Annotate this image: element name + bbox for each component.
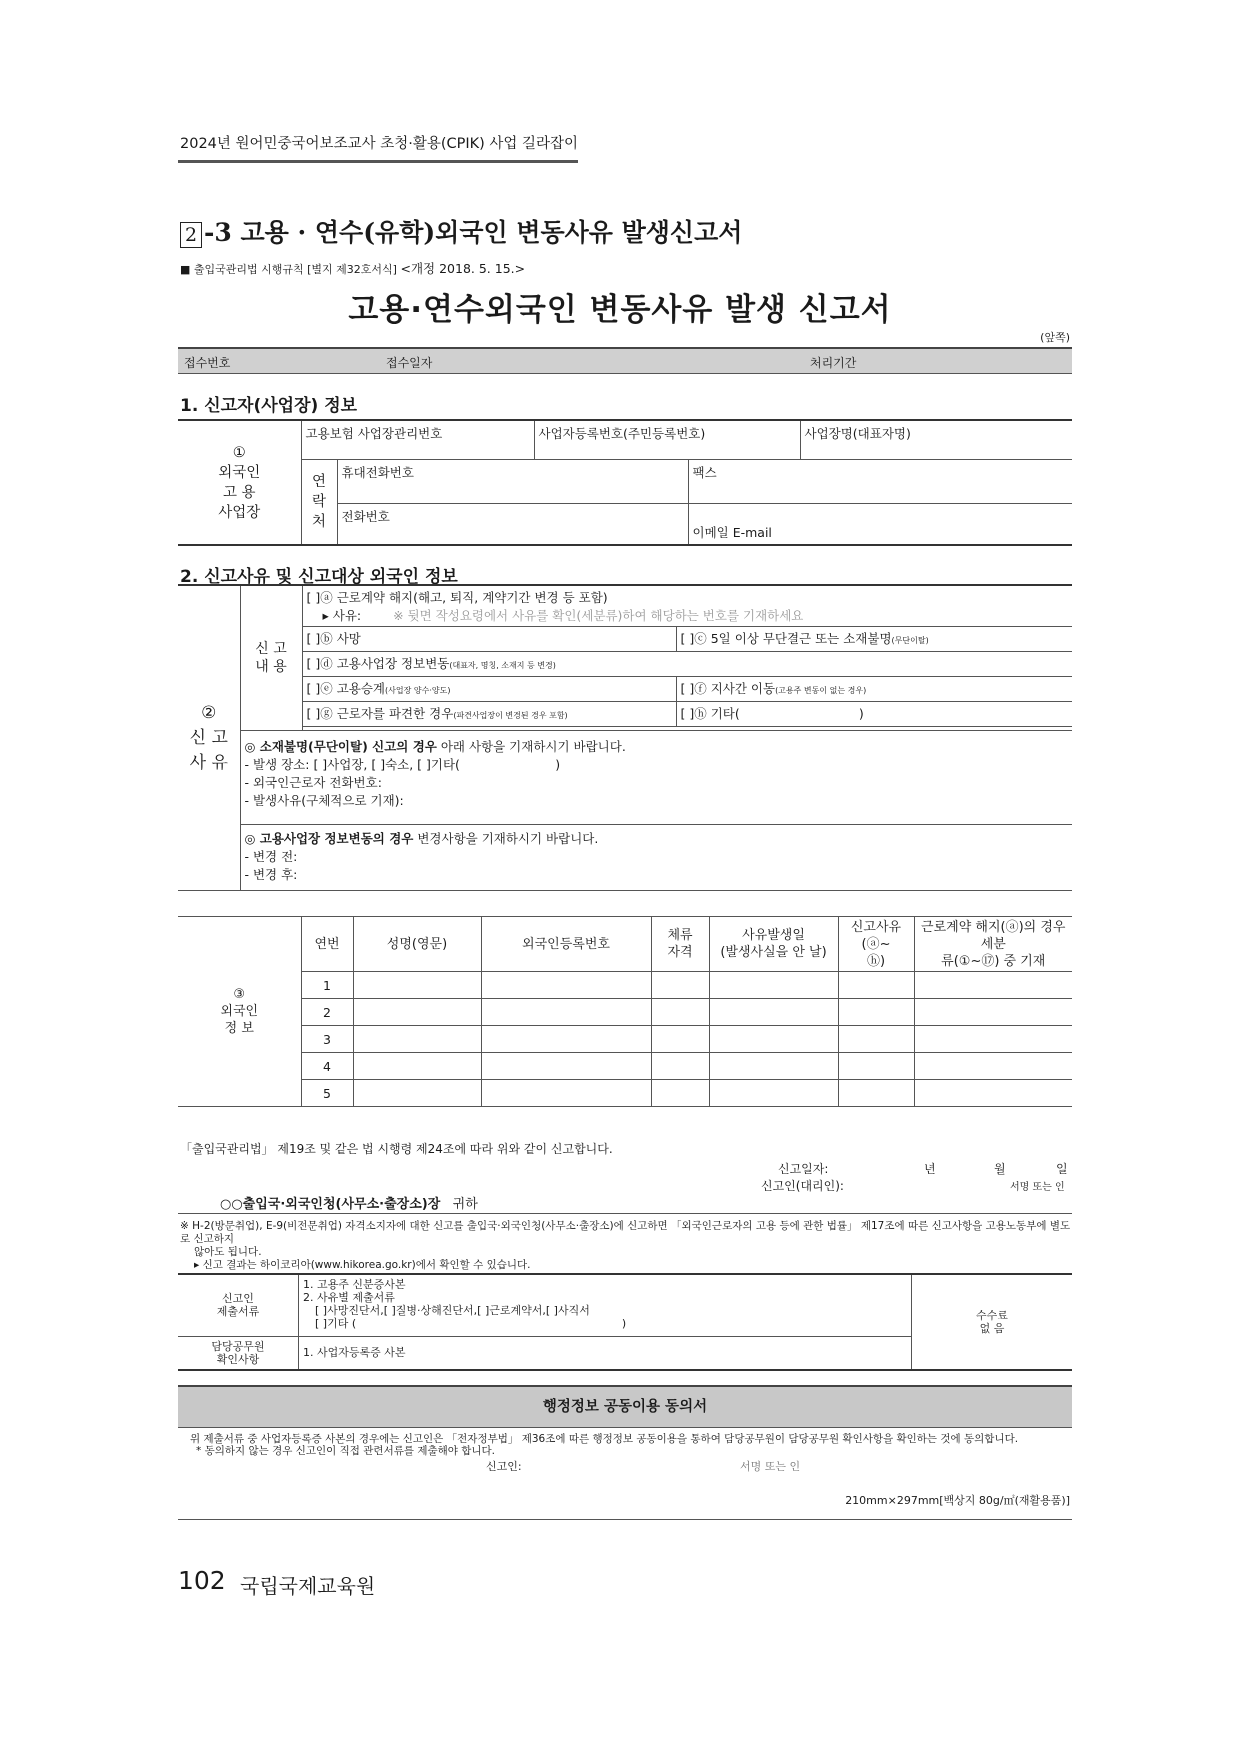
change-before-line[interactable]: - 변경 전:: [244, 849, 298, 864]
subclass-cell[interactable]: [914, 972, 1072, 999]
submit-item[interactable]: [ ]기타 ( ): [315, 1317, 627, 1330]
verify-docs-label: 담당공무원 확인사항: [178, 1336, 299, 1370]
col-header-subclass: 근로계약 해지(ⓐ)의 경우 세분 류(①~⑰) 중 기재: [914, 917, 1072, 972]
note-1: ※ H-2(방문취업), E-9(비전문취업) 자격소지자에 대한 신고를 출입국·외국인청(사무소·출장소)에 신고하면 「외국인근로자의 고용 등에 관한 법률」 제17조에 따른 신고사항을 고용노동부에 별도로 신고하지: [180, 1220, 1071, 1245]
content-line: 내 용: [255, 659, 287, 675]
addressee: [220, 1193, 478, 1212]
row-number: 4: [301, 1053, 353, 1080]
missing-place-line[interactable]: - 발생 장소: [ ]사업장, [ ]숙소, [ ]기타( ): [244, 757, 561, 772]
report-date-label: 신고일자:: [778, 1162, 829, 1176]
phone-field[interactable]: 전화번호: [337, 503, 688, 545]
reason-g-label: [ ]ⓖ 근로자를 파견한 경우: [306, 706, 454, 721]
reason-c-checkbox[interactable]: [676, 627, 1072, 652]
submit-item: 2. 사유별 제출서류: [303, 1291, 395, 1304]
verify-docs-list: 1. 사업자등록증 사본: [299, 1336, 912, 1370]
reason-d-label: [ ]ⓓ 고용사업장 정보변동: [306, 656, 450, 671]
documents-table: [178, 1273, 1072, 1371]
row-number: 3: [301, 1026, 353, 1053]
reason-d-note: (대표자, 명칭, 소재지 등 변경): [449, 661, 556, 670]
workplace-label: [178, 420, 301, 545]
form-title: 고용·연수외국인 변동사유 발생 신고서: [348, 292, 892, 328]
reception-date: 접수일자: [386, 356, 433, 370]
law-reference: [180, 259, 525, 277]
name-cell[interactable]: [353, 999, 481, 1026]
addressee-office: ○○출입국·외국인청(사무소·출장소)장: [220, 1197, 441, 1212]
subclass-cell[interactable]: [914, 1053, 1072, 1080]
reason-a-checkbox[interactable]: [ ]ⓐ 근로계약 해지(해고, 퇴직, 계약기간 변경 등 포함): [306, 590, 608, 605]
subclass-cell[interactable]: [914, 1026, 1072, 1053]
reason-a-cell[interactable]: [302, 585, 1072, 627]
processing-period: 처리기간: [810, 356, 857, 370]
foreigner-info-table: [178, 916, 1072, 1107]
report-content-label: [240, 585, 302, 731]
change-head-rest: 변경사항을 기재하시기 바랍니다.: [413, 831, 599, 846]
consent-text: [190, 1433, 1070, 1457]
reg-no-cell[interactable]: [481, 1080, 651, 1107]
reason-c-note: (무단이탈): [891, 636, 929, 645]
missing-reason-line[interactable]: - 발생사유(구체적으로 기재):: [244, 793, 404, 808]
col-header-no: 연번: [301, 917, 353, 972]
reason-f-note: (고용주 변동이 없는 경우): [775, 686, 867, 695]
fee-cell: 수수료 없 음: [912, 1274, 1073, 1370]
section-title-text: 고용 · 연수(유학)외국인 변동사유 발생신고서: [240, 218, 743, 247]
consent-line-1: 위 제출서류 중 사업자등록증 사본의 경우에는 신고인은 「전자정부법」 제36조에 따른 행정정보 공동이용을 통하여 담당공무원이 담당공무원 확인사항을 확인하는 것에 동의합니다.: [190, 1433, 1019, 1445]
note-1b: 않아도 됩니다.: [194, 1246, 262, 1258]
col-header-reg-no: 외국인등록번호: [481, 917, 651, 972]
change-after-line[interactable]: - 변경 후:: [244, 867, 298, 882]
side-line: 외국인: [220, 1004, 259, 1019]
reason-g-checkbox[interactable]: [302, 702, 676, 727]
paper-spec: 210mm×297mm[백상지 80g/㎡(재활용품)]: [845, 1494, 1070, 1507]
submit-docs-list: [299, 1274, 912, 1336]
business-reg-no-field[interactable]: 사업자등록번호(주민등록번호): [534, 420, 800, 459]
side-line: 사 유: [189, 753, 228, 773]
page-header: 2024년 원어민중국어보조교사 초청·활용(CPIK) 사업 길라잡이: [180, 136, 579, 152]
circle-num-2: ②: [201, 703, 217, 723]
reason-a-sub-label: ▸ 사유:: [322, 608, 362, 623]
business-name-field[interactable]: 사업장명(대표자명): [800, 420, 1072, 459]
reason-c-label: [ ]ⓒ 5일 이상 무단결근 또는 소재불명: [680, 631, 892, 646]
row-number: 1: [301, 972, 353, 999]
status-cell[interactable]: [651, 1080, 709, 1107]
month-label: 월: [994, 1162, 1006, 1176]
reason-cell[interactable]: [838, 1080, 914, 1107]
circle-num-1: ①: [232, 444, 246, 461]
date-cell[interactable]: [709, 1053, 838, 1080]
row-number: 2: [301, 999, 353, 1026]
reg-no-cell[interactable]: [481, 1053, 651, 1080]
date-cell[interactable]: [709, 999, 838, 1026]
reason-f-checkbox[interactable]: [676, 677, 1072, 702]
contact-char: 락: [311, 493, 326, 510]
report-reason-label: [178, 585, 240, 891]
side-line: 사업장: [218, 504, 261, 521]
email-field[interactable]: 이메일 E-mail: [688, 503, 1072, 545]
change-info-cell[interactable]: [240, 825, 1072, 891]
insurance-no-field[interactable]: 고용보험 사업장관리번호: [301, 420, 534, 459]
side-line: 신 고: [189, 728, 228, 748]
col-header-date: 사유발생일 (발생사실을 안 날): [709, 917, 838, 972]
front-label: (앞쪽): [1040, 331, 1070, 344]
reception-bar: [178, 347, 1072, 374]
reason-e-checkbox[interactable]: [302, 677, 676, 702]
divider: [178, 1213, 1072, 1214]
report-reason-table: [178, 584, 1072, 891]
section-number: 2: [180, 222, 202, 248]
missing-info-cell[interactable]: [240, 731, 1072, 825]
mobile-field[interactable]: 휴대전화번호: [337, 459, 688, 503]
status-cell[interactable]: [651, 972, 709, 999]
consent-line-2: * 동의하지 않는 경우 신고인이 직접 관련서류를 제출해야 합니다.: [196, 1445, 496, 1457]
reception-number: 접수번호: [184, 356, 231, 370]
subclass-cell[interactable]: [914, 1080, 1072, 1107]
reason-cell[interactable]: [838, 999, 914, 1026]
subclass-cell[interactable]: [914, 999, 1072, 1026]
foreigner-info-label: [178, 917, 301, 1107]
submit-docs-label: 신고인 제출서류: [178, 1274, 299, 1336]
missing-head-bold: ◎ 소재불명(무단이탈) 신고의 경우: [244, 739, 437, 754]
page-number: 102: [178, 1566, 226, 1595]
name-cell[interactable]: [353, 1053, 481, 1080]
content-line: 신 고: [255, 641, 287, 657]
date-cell[interactable]: [709, 972, 838, 999]
status-cell[interactable]: [651, 1026, 709, 1053]
notes: [180, 1220, 1072, 1272]
reason-d-checkbox[interactable]: [302, 652, 1072, 677]
side-line: 외국인: [218, 464, 261, 481]
addressee-suffix: 귀하: [452, 1197, 478, 1212]
reason-h-checkbox[interactable]: [ ]ⓗ 기타( ): [676, 702, 1072, 727]
name-cell[interactable]: [353, 1026, 481, 1053]
contact-char: 처: [311, 513, 326, 530]
consent-title: 행정정보 공동이용 동의서: [178, 1385, 1072, 1428]
sign-label: 서명 또는 인: [1010, 1182, 1065, 1193]
circle-num-3: ③: [233, 987, 246, 1002]
contact-label: [301, 459, 337, 545]
date-cell[interactable]: [709, 1080, 838, 1107]
reg-no-cell[interactable]: [481, 972, 651, 999]
year-label: 년: [924, 1162, 936, 1176]
col-header-status: 체류 자격: [651, 917, 709, 972]
reason-cell[interactable]: [838, 1026, 914, 1053]
section2-title: 2. 신고사유 및 신고대상 외국인 정보: [180, 567, 458, 587]
reporter-label: 신고인(대리인):: [761, 1179, 844, 1193]
note-2: ▸ 신고 결과는 하이코리아(www.hikorea.go.kr)에서 확인할 수 있습니다.: [194, 1259, 531, 1271]
side-line: 정 보: [224, 1021, 254, 1036]
reason-e-note: (사업장 양수·양도): [385, 686, 451, 695]
reporter-info-table: [178, 419, 1072, 546]
org-name: 국립국제교육원: [240, 1574, 376, 1598]
col-header-reason: 신고사유(ⓐ~ ⓗ): [838, 917, 914, 972]
consent-sign-label[interactable]: 서명 또는 인: [740, 1460, 801, 1473]
consent-signer-label: 신고인:: [486, 1460, 522, 1473]
change-head-bold: ◎ 고용사업장 정보변동의 경우: [244, 831, 414, 846]
bottom-rule: [178, 1519, 1072, 1520]
name-cell[interactable]: [353, 972, 481, 999]
submit-item: 1. 고용주 신분증사본: [303, 1278, 406, 1291]
submit-item[interactable]: [ ]사망진단서,[ ]질병·상해진단서,[ ]근로계약서,[ ]사직서: [315, 1304, 590, 1317]
row-number: 5: [301, 1080, 353, 1107]
section-title: [180, 213, 742, 249]
reason-cell[interactable]: [838, 972, 914, 999]
section-suffix: -3: [204, 218, 232, 247]
law-revision: <개정 2018. 5. 15.>: [400, 261, 526, 276]
declaration-text: 「출입국관리법」 제19조 및 같은 법 시행령 제24조에 따라 위와 같이 신고합니다.: [180, 1142, 613, 1156]
col-header-name: 성명(영문): [353, 917, 481, 972]
reason-g-note: (파견사업장이 변경된 경우 포함): [453, 711, 568, 720]
day-label: 일: [1056, 1162, 1068, 1176]
reason-b-checkbox[interactable]: [ ]ⓑ 사망: [302, 627, 676, 652]
missing-phone-line[interactable]: - 외국인근로자 전화번호:: [244, 775, 382, 790]
status-cell[interactable]: [651, 999, 709, 1026]
reason-f-label: [ ]ⓕ 지사간 이동: [680, 681, 776, 696]
status-cell[interactable]: [651, 1053, 709, 1080]
reason-e-label: [ ]ⓔ 고용승계: [306, 681, 386, 696]
name-cell[interactable]: [353, 1080, 481, 1107]
reg-no-cell[interactable]: [481, 999, 651, 1026]
fax-field[interactable]: 팩스: [688, 459, 1072, 503]
header-rule: [178, 160, 578, 163]
missing-head-rest: 아래 사항을 기재하시기 바랍니다.: [436, 739, 626, 754]
law-prefix: ■ 출입국관리법 시행규칙 [별지 제32호서식]: [180, 263, 397, 276]
section1-title: 1. 신고자(사업장) 정보: [180, 396, 358, 416]
date-cell[interactable]: [709, 1026, 838, 1053]
reason-cell[interactable]: [838, 1053, 914, 1080]
side-line: 고 용: [222, 484, 256, 501]
reason-a-note: ※ 뒷면 작성요령에서 사유를 확인(세분류)하여 해당하는 번호를 기재하세요: [393, 608, 804, 623]
reg-no-cell[interactable]: [481, 1026, 651, 1053]
contact-char: 연: [311, 473, 326, 490]
